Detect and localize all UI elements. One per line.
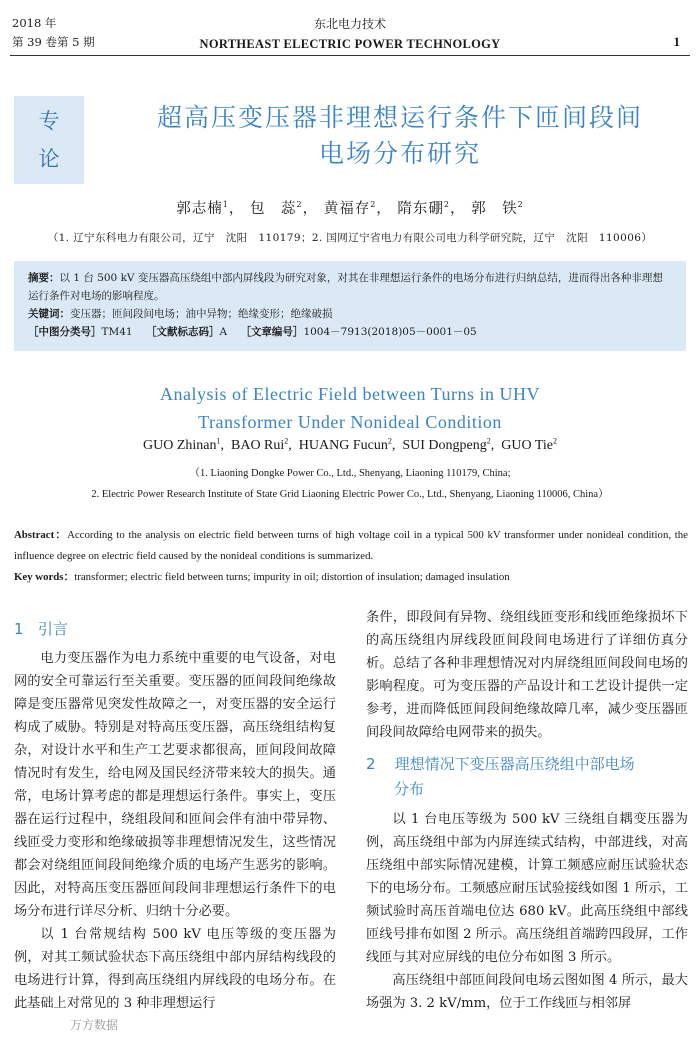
section-2-heading (366, 752, 688, 802)
journal-header (0, 14, 700, 54)
watermark: 万方数据 (70, 1018, 119, 1032)
paragraph: 以 1 台常规结构 500 kV 电压等级的变压器为例，对其工频试验状态下高压绕组中部内屏结构线段的电场进行计算，得到高压绕组内屏线段的电场分布。在此基础上对常见的 3 种非理想运行 (14, 927, 336, 1011)
year: 2018 年 (12, 16, 57, 30)
doc-code-value: A (219, 326, 228, 338)
paragraph: 高压绕组中部匝间段间电场云图如图 4 所示，最大场强为 3. 2 kV/mm，位于工作线匝与相邻屏 (366, 973, 688, 1011)
volume-issue: 第 39 卷第 5 期 (12, 35, 95, 49)
keywords-label: 关键词： (28, 308, 70, 320)
section-title: 理想情况下变压器高压绕组中部电场 (394, 755, 635, 773)
paper-title-en (0, 380, 700, 436)
affiliation-cn: （1. 辽宁东科电力有限公司，辽宁 沈阳 110179；2. 国网辽宁省电力有限公司电力科学研究院，辽宁 沈阳 110006） (47, 232, 653, 244)
paragraph: 电力变压器作为电力系统中重要的电气设备，对电网的安全可靠运行至关重要。变压器的匝间段间绝缘故障是变压器常见突发性故障之一，对变压器的安全运行构成了威胁。特别是对特高压变压器，高压绕组结构复杂，对设计水平和生产工艺要求都很高，匝间段间故障情况时有发生，给电网及国民经济带来较大的损失。通常，电场计算考虑的都是理想运行条件。事实上，变压器在运行过程中，绕组段间和匝间会伴有油中带异物、线匝受力变形和绝缘破损等非理想情况发生，这些情况都会对绕组匝间段间绝缘介质的电场产生恶劣的影响。因此，对特高压变压器匝间段间非理想运行条件下的电场分布进行详尽分析、归纳十分必要。 (14, 651, 336, 919)
authors-cn: 郭志楠$^1$， 包 蕊$^2$， 黄福存$^2$， 隋东硼$^2$， 郭 铁$^2$ (176, 200, 524, 217)
affiliation-en (0, 463, 700, 505)
section-1-heading (14, 617, 336, 641)
abstract-cn-box (14, 261, 686, 351)
journal-name-cn: 东北电力技术 (313, 17, 386, 31)
abstract-label: 摘要： (28, 272, 60, 284)
keywords-en-text: transformer; electric field between turns; impurity in oil; distortion of insulation; damaged insulation (74, 571, 510, 583)
column-tag (14, 96, 84, 184)
right-column (366, 606, 688, 1015)
author-en: BAO Rui (231, 438, 285, 453)
column-tag-char: 论 (38, 147, 60, 171)
left-column (14, 617, 336, 1015)
paragraph: 以 1 台电压等级为 500 kV 三绕组自耦变压器为例，高压绕组中部为内屏连续式结构，中部进线，对高压绕组中部实际情况建模，计算工频感应耐压试验状态下的电场分布。工频感应耐压试验接线如图 1 所示，工频试验时高压首端电位达 680 kV。此高压绕组中部线匝线号排布如图 2 所示。高压绕组首端跨四段屏，工作线匝与其对应屏线的电位分布如图 3 所示。 (366, 812, 688, 965)
author: 包 蕊 (250, 201, 297, 217)
title-en-line: Transformer Under Nonideal Condition (198, 412, 502, 432)
author: 郭 铁 (471, 201, 518, 217)
paragraph: 条件，即段间有异物、绕组线匝变形和线匝绝缘损坏下的高压绕组内屏线段匝间段间电场进行了详细仿真分析。总结了各种非理想情况对内屏绕组匝间段间电场的影响程度。可为变压器的产品设计和工艺设计提供一定参考，进而降低匝间段间绝缘故障几率，减少变压器匝间段间故障给电网带来的损失。 (366, 610, 688, 740)
keywords-text: 变压器；匝间段间电场；油中异物；绝缘变形；绝缘破损 (70, 308, 333, 320)
keywords-en-label: Key words： (14, 571, 75, 583)
abstract-en-label: Abstract： (14, 529, 68, 541)
section-title-cont: 分布 (394, 780, 425, 798)
clc-label: ［中图分类号］ (28, 326, 102, 338)
paper-title-cn (110, 100, 690, 172)
article-no-value: 1004－7913(2018)05－0001－05 (303, 326, 477, 338)
authors-en: GUO Zhinan$^1$, BAO Rui$^2$, HUANG Fucun$^2$, SUI Dongpeng$^2$, GUO Tie$^2$ (143, 436, 557, 453)
section-number: 2 (366, 755, 376, 773)
author: 隋东硼 (397, 201, 444, 217)
author: 郭志楠 (176, 201, 223, 217)
clc-value: TM41 (101, 326, 133, 338)
abstract-en (14, 525, 688, 588)
abstract-en-text: According to the analysis on electric field between turns of high voltage coil in a typical 500 kV transformer under nonideal condition, the influence degree on electric field caused by the nonideal conditions is summarized. (14, 529, 688, 562)
author-en: GUO Tie (501, 438, 553, 453)
author: 黄福存 (323, 201, 371, 217)
author-en: HUANG Fucun (298, 438, 388, 453)
page-number: 1 (673, 34, 680, 49)
journal-name-en: NORTHEAST ELECTRIC POWER TECHNOLOGY (199, 37, 501, 51)
column-tag-char: 专 (38, 109, 60, 133)
author-en: GUO Zhinan (143, 438, 217, 453)
affiliation-en-line: （1. Liaoning Dongke Power Co., Ltd., Shenyang, Liaoning 110179, China; (189, 468, 511, 479)
author-en: SUI Dongpeng (402, 438, 487, 453)
abstract-en-para (14, 525, 688, 567)
classification-line (28, 323, 672, 341)
section-title: 引言 (37, 620, 68, 638)
header-rule (10, 55, 690, 56)
abstract-cn (28, 269, 672, 305)
keywords-en-para (14, 567, 688, 588)
title-line: 电场分布研究 (318, 139, 481, 168)
keywords-cn (28, 305, 672, 323)
abstract-text: 以 1 台 500 kV 变压器高压绕组中部内屏线段为研究对象，对其在非理想运行条件的电场分布进行归纳总结，进而得出各种非理想运行条件对电场的影响程度。 (28, 272, 663, 302)
affiliation-en-line: 2. Electric Power Research Institute of State Grid Liaoning Electric Power Co., Ltd., Shenyang, Liaoning 110006, China） (91, 489, 609, 500)
title-line: 超高压变压器非理想运行条件下匝间段间 (156, 103, 643, 132)
article-no-label: ［文章编号］ (240, 326, 304, 338)
section-number: 1 (14, 620, 24, 638)
doc-code-label: ［文献标志码］ (145, 326, 220, 338)
title-en-line: Analysis of Electric Field between Turns in UHV (160, 384, 540, 404)
